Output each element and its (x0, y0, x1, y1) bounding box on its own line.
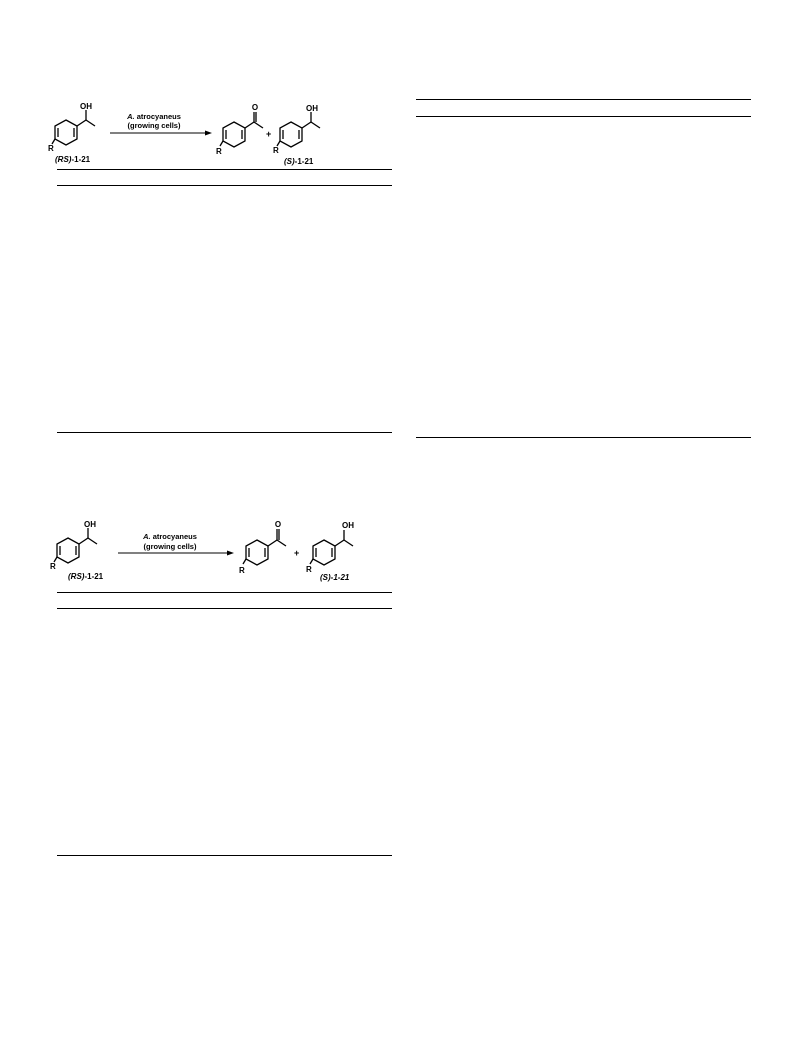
table-2-top-rule (416, 99, 751, 100)
alcohol-r-label: R (273, 146, 279, 155)
ketone-r-label: R (239, 566, 245, 575)
reagent-condition: (growing cells) (143, 542, 197, 551)
product-label: (S)-1-21 (320, 573, 350, 582)
table-3-header-rule (57, 608, 392, 609)
reagent-condition: (growing cells) (127, 121, 181, 130)
reactant-oh-label: OH (80, 102, 92, 111)
reaction-scheme-1 (50, 100, 395, 180)
ketone-product-structure (216, 103, 263, 156)
ketone-r-label: R (216, 147, 222, 156)
ketone-o-label: O (274, 520, 282, 529)
alcohol-oh-label: OH (342, 521, 354, 530)
plus-sign: + (294, 548, 300, 558)
reactant-label: (RS)-1-21 (68, 572, 104, 581)
reaction-scheme-2 (52, 518, 397, 590)
table-1-bottom-rule (57, 432, 392, 433)
table-2-header-rule (416, 116, 751, 117)
table-2-bottom-rule (416, 437, 751, 438)
reactant-structure (50, 520, 104, 581)
alcohol-r-label: R (306, 565, 312, 574)
reaction-arrow (118, 532, 234, 556)
reaction-scheme-1-drawing (50, 100, 395, 180)
reactant-structure (48, 102, 95, 164)
plus-sign: + (266, 129, 272, 139)
table-1-top-rule (57, 169, 392, 170)
table-3-bottom-rule (57, 855, 392, 856)
alcohol-product-structure (306, 521, 354, 582)
reactant-label: (RS)-1-21 (55, 155, 91, 164)
reaction-scheme-2-drawing (52, 518, 397, 590)
reagent-name: A. atrocyaneus (143, 532, 197, 541)
table-3-top-rule (57, 592, 392, 593)
reagent-name: A. atrocyaneus (127, 112, 181, 121)
reactant-r-label: R (50, 562, 56, 571)
ketone-product-structure (239, 520, 286, 575)
table-1-header-rule (57, 185, 392, 186)
reactant-oh-label: OH (84, 520, 96, 529)
reactant-r-label: R (48, 144, 54, 153)
reaction-arrow (110, 112, 212, 136)
alcohol-product-structure (273, 104, 320, 166)
alcohol-oh-label: OH (306, 104, 318, 113)
product-label: (S)-1-21 (284, 157, 314, 166)
ketone-o-label: O (251, 103, 259, 112)
